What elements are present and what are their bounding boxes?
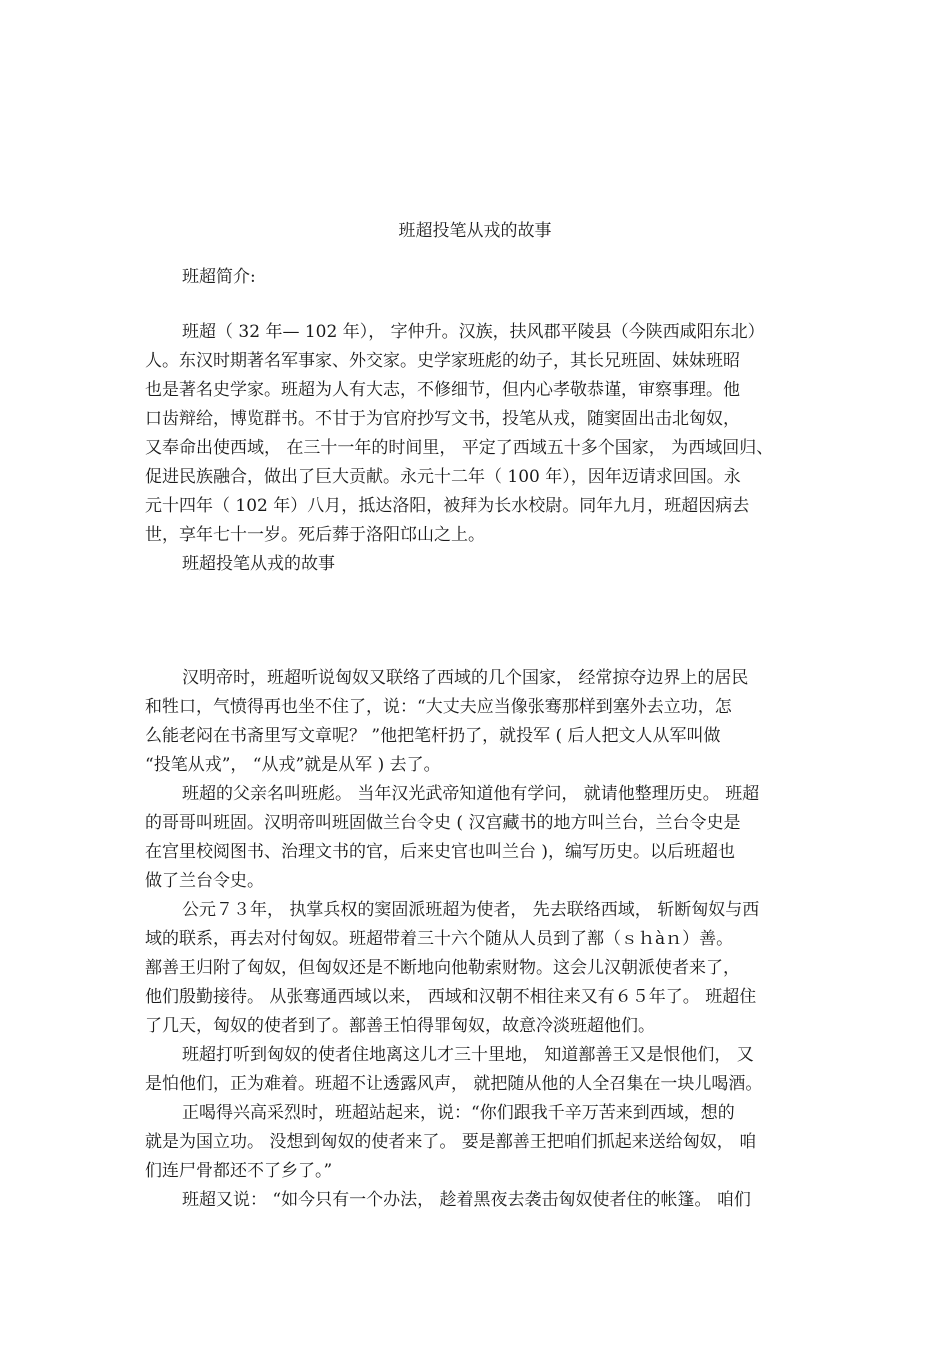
section-heading-intro: 班超简介:: [182, 267, 256, 287]
text-line: 也是著名史学家。班超为人有大志，不修细节，但内心孝敬恭谨，审察事理。他: [145, 380, 740, 400]
text-line: 么能老闷在书斋里写文章呢？ ”他把笔杆扔了，就投军 ( 后人把文人从军叫做: [145, 726, 721, 746]
text-line: 促进民族融合，做出了巨大贡献。永元十二年（ 100 年），因年迈请求回国。永: [145, 467, 741, 487]
text-line: 们连尸骨都还不了乡了。”: [145, 1161, 333, 1181]
text-line: 了几天，匈奴的使者到了。鄯善王怕得罪匈奴，故意冷淡班超他们。: [145, 1016, 655, 1036]
text-line: 他们殷勤接待。 从张骞通西域以来， 西域和汉朝不相往来又有６５年了。 班超住: [145, 987, 757, 1007]
text-line: 世，享年七十一岁。死后葬于洛阳邙山之上。: [145, 525, 485, 545]
text-line: 鄯善王归附了匈奴，但匈奴还是不断地向他勒索财物。这会儿汉朝派使者来了，: [145, 958, 740, 978]
text-line: 就是为国立功。 没想到匈奴的使者来了。 要是鄯善王把咱们抓起来送给匈奴， 咱: [145, 1132, 757, 1152]
text-line: 元十四年（ 102 年）八月，抵达洛阳，被拜为长水校尉。同年九月，班超因病去: [145, 496, 750, 516]
text-line: 域的联系，再去对付匈奴。班超带着三十六个随从人员到了鄯（ｓｈàｎ）善。: [145, 929, 734, 949]
text-line: 口齿辩给，博览群书。不甘于为官府抄写文书，投笔从戎，随窦固出击北匈奴，: [145, 409, 740, 429]
document-title: 班超投笔从戎的故事: [398, 221, 552, 241]
text-line: 做了兰台令史。: [145, 871, 264, 891]
text-line: 正喝得兴高采烈时，班超站起来，说：“你们跟我千辛万苦来到西域，想的: [182, 1103, 735, 1123]
text-line: 班超的父亲名叫班彪。 当年汉光武帝知道他有学问， 就请他整理历史。 班超: [182, 784, 760, 804]
text-line: 汉明帝时，班超听说匈奴又联络了西域的几个国家， 经常掠夺边界上的居民: [182, 668, 749, 688]
section-heading-story: 班超投笔从戎的故事: [182, 554, 335, 574]
text-line: 公元７３年， 执掌兵权的窦固派班超为使者， 先去联络西域， 斩断匈奴与西: [182, 900, 760, 920]
text-line: 在宫里校阅图书、治理文书的官，后来史官也叫兰台 )，编写历史。以后班超也: [145, 842, 736, 862]
text-line: 班超又说： “如今只有一个办法， 趁着黑夜去袭击匈奴使者住的帐篷。 咱们: [182, 1190, 751, 1210]
text-line: 班超（ 32 年— 102 年）， 字仲升。汉族，扶风郡平陵县（今陕西咸阳东北）: [182, 322, 765, 342]
text-line: 人。东汉时期著名军事家、外交家。史学家班彪的幼子，其长兄班固、妹妹班昭: [145, 351, 740, 371]
text-line: 的哥哥叫班固。汉明帝叫班固做兰台令史 ( 汉宫藏书的地方叫兰台，兰台令史是: [145, 813, 741, 833]
text-line: 和牲口，气愤得再也坐不住了，说：“大丈夫应当像张骞那样到塞外去立功，怎: [145, 697, 732, 717]
text-line: 又奉命出使西域， 在三十一年的时间里， 平定了西域五十多个国家， 为西域回归、: [145, 438, 774, 458]
text-line: “投笔从戎”， “从戎”就是从军 ) 去了。: [145, 755, 441, 775]
text-line: 班超打听到匈奴的使者住地离这儿才三十里地， 知道鄯善王又是恨他们， 又: [182, 1045, 754, 1065]
text-line: 是怕他们，正为难着。班超不让透露风声， 就把随从他的人全召集在一块儿喝酒。: [145, 1074, 763, 1094]
